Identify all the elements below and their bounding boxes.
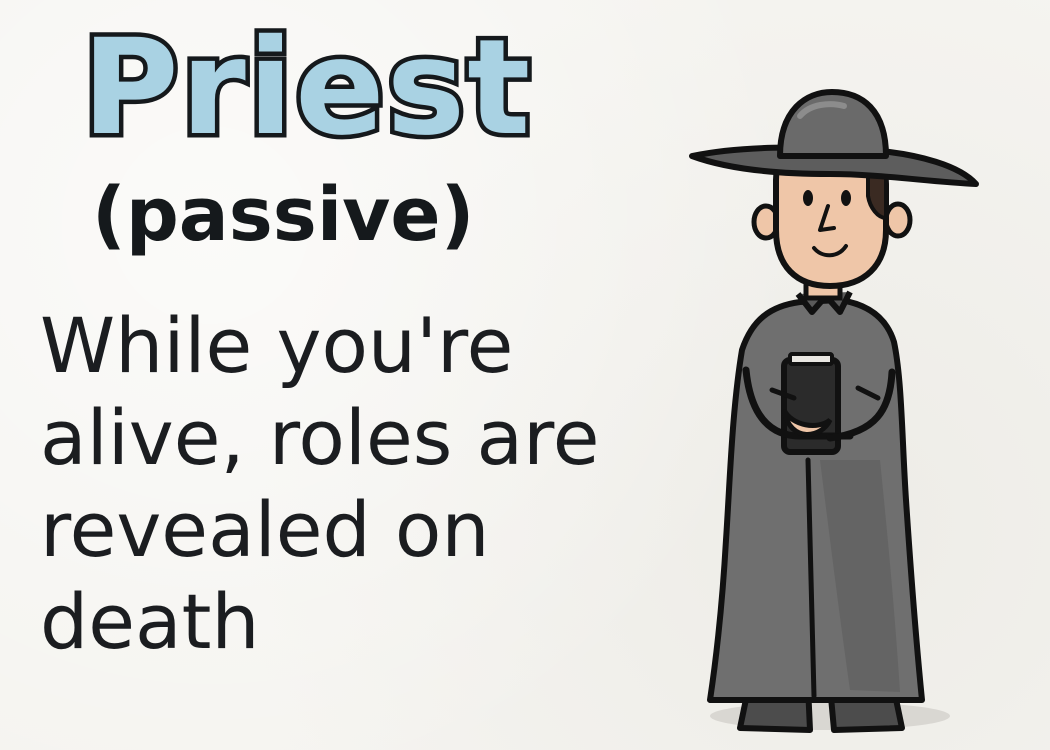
right-ear xyxy=(886,204,910,236)
right-eye xyxy=(841,190,851,206)
description-line: revealed on xyxy=(40,485,490,574)
card-title: Priest xyxy=(82,11,533,165)
description-line: While you're xyxy=(40,301,514,390)
description-line: alive, roles are xyxy=(40,393,600,482)
priest-figure-icon xyxy=(680,80,1000,750)
card-subtitle: (passive) xyxy=(92,172,475,258)
card-description xyxy=(40,300,660,668)
left-eye xyxy=(803,190,813,206)
description-line: death xyxy=(40,577,260,666)
book-pages xyxy=(790,354,832,364)
